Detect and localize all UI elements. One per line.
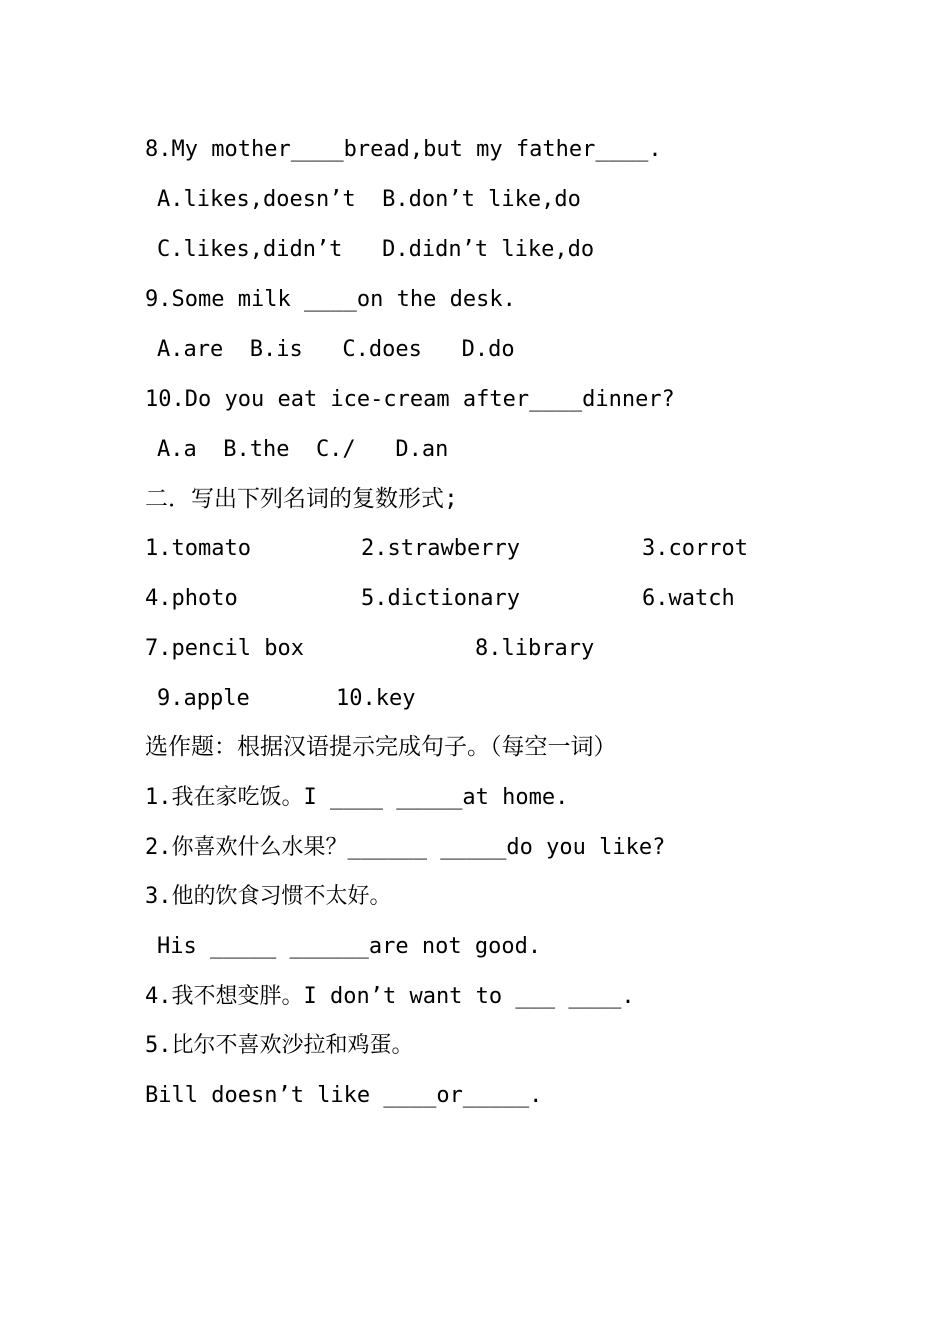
question-8-options-ab: A.likes,doesn’t B.don’t like,do xyxy=(157,187,581,212)
sentence-1: 1.我在家吃饭。I ____ _____at home. xyxy=(145,785,569,810)
sentence-5: 5.比尔不喜欢沙拉和鸡蛋。 xyxy=(145,1033,414,1058)
plural-item-5: 5.dictionary xyxy=(361,586,520,611)
plural-item-1: 1.tomato xyxy=(145,536,251,561)
section-3-heading: 选作题：根据汉语提示完成句子。（每空一词） xyxy=(145,734,617,760)
sentence-3: 3.他的饮食习惯不太好。 xyxy=(145,884,392,909)
question-8: 8.My mother____bread,but my father____. xyxy=(145,137,662,162)
question-10-options: A.a B.the C./ D.an xyxy=(157,437,449,462)
sentence-3-answer: His _____ ______are not good. xyxy=(157,934,542,959)
sentence-4: 4.我不想变胖。I don’t want to ___ ____. xyxy=(145,984,635,1009)
question-9-options: A.are B.is C.does D.do xyxy=(157,337,515,362)
plural-item-9: 9.apple xyxy=(157,686,250,711)
question-9: 9.Some milk ____on the desk. xyxy=(145,287,516,312)
question-8-options-cd: C.likes,didn’t D.didn’t like,do xyxy=(157,237,595,262)
section-2-heading: 二．写出下列名词的复数形式; xyxy=(145,486,458,512)
plural-item-7: 7.pencil box xyxy=(145,636,304,661)
sentence-5-answer: Bill doesn’t like ____or_____. xyxy=(145,1083,543,1108)
plural-item-10: 10.key xyxy=(336,686,416,711)
sentence-2: 2.你喜欢什么水果？______ _____do you like? xyxy=(145,835,666,860)
plural-item-8: 8.library xyxy=(475,636,595,661)
plural-item-3: 3.corrot xyxy=(642,536,748,561)
question-10: 10.Do you eat ice-cream after____dinner? xyxy=(145,387,675,412)
plural-item-2: 2.strawberry xyxy=(361,536,520,561)
plural-item-4: 4.photo xyxy=(145,586,238,611)
plural-item-6: 6.watch xyxy=(642,586,735,611)
